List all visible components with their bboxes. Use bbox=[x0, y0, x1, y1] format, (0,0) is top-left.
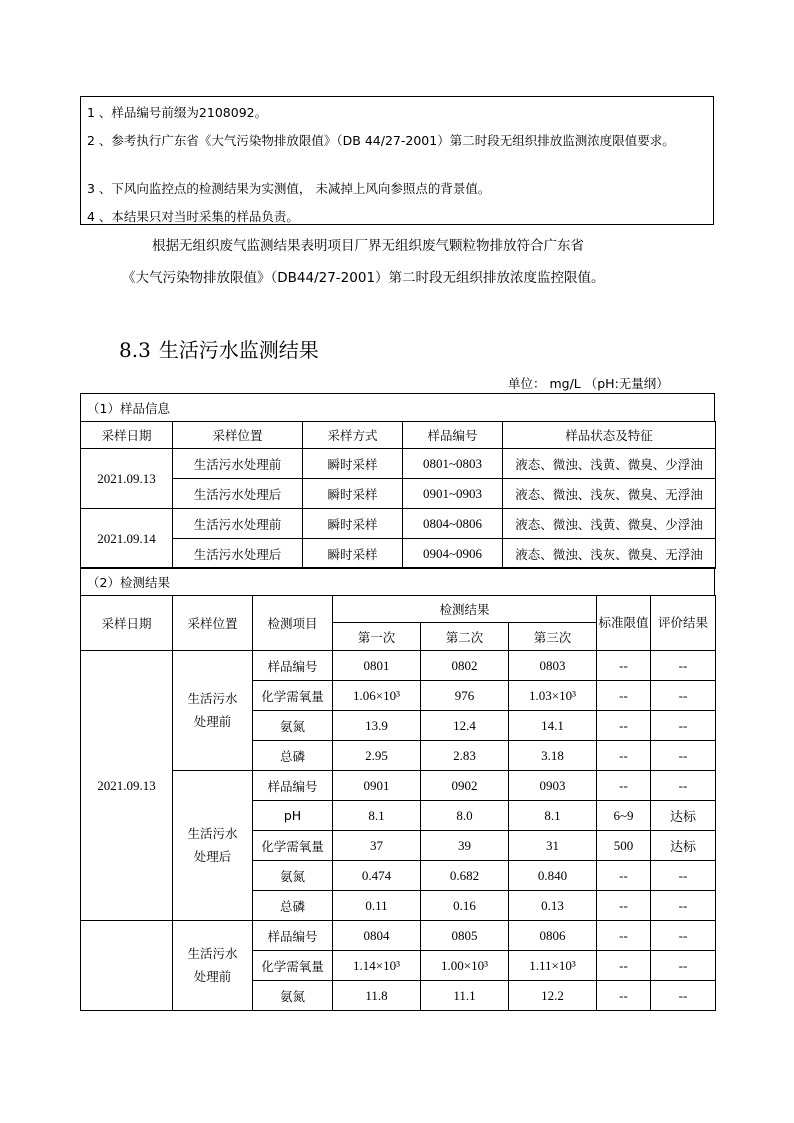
table-row bbox=[81, 479, 716, 509]
result-item: 样品编号 bbox=[253, 771, 333, 801]
result-evaluation: -- bbox=[651, 861, 716, 891]
result-evaluation: -- bbox=[651, 891, 716, 921]
result-item: 氨氮 bbox=[253, 981, 333, 1011]
results-header-row-1 bbox=[81, 596, 716, 623]
table-row bbox=[81, 539, 716, 569]
result-value-2: 2.83 bbox=[421, 741, 509, 771]
header-state: 样品状态及特征 bbox=[503, 422, 716, 449]
result-position: 生活污水处理后 bbox=[173, 771, 253, 921]
section-number: 8.3 bbox=[119, 338, 151, 362]
result-limit: -- bbox=[597, 651, 651, 681]
result-item: 总磷 bbox=[253, 891, 333, 921]
result-limit: -- bbox=[597, 891, 651, 921]
section-title: 生活污水监测结果 bbox=[158, 338, 319, 362]
result-date bbox=[81, 921, 173, 1011]
sample-position: 生活污水处理后 bbox=[173, 479, 303, 509]
header-method: 采样方式 bbox=[303, 422, 403, 449]
result-limit: -- bbox=[597, 921, 651, 951]
table-row bbox=[81, 651, 716, 681]
sample-method: 瞬时采样 bbox=[303, 479, 403, 509]
table-row bbox=[81, 449, 716, 479]
sample-info-table bbox=[80, 421, 716, 569]
result-value-1: 37 bbox=[333, 831, 421, 861]
sample-state: 液态、微浊、浅黄、微臭、少浮油 bbox=[503, 449, 716, 479]
result-value-3: 0803 bbox=[509, 651, 597, 681]
result-value-2: 8.0 bbox=[421, 801, 509, 831]
sample-info-title: （1）样品信息 bbox=[80, 393, 715, 422]
result-item: 化学需氧量 bbox=[253, 681, 333, 711]
result-item: pH bbox=[253, 801, 333, 831]
result-value-2: 1.00×10³ bbox=[421, 951, 509, 981]
result-position: 生活污水处理前 bbox=[173, 651, 253, 771]
note-1: 1 、样品编号前缀为2108092。 bbox=[87, 105, 268, 120]
sample-id: 0801~0803 bbox=[403, 449, 503, 479]
header-date: 采样日期 bbox=[81, 596, 173, 651]
result-limit: -- bbox=[597, 861, 651, 891]
result-item: 氨氮 bbox=[253, 861, 333, 891]
note-3: 3 、下风向监控点的检测结果为实测值， 未减掉上风向参照点的背景值。 bbox=[87, 181, 491, 196]
result-limit: -- bbox=[597, 771, 651, 801]
result-value-1: 0801 bbox=[333, 651, 421, 681]
header-limit: 标准限值 bbox=[597, 596, 651, 651]
result-limit: -- bbox=[597, 951, 651, 981]
result-value-3: 12.2 bbox=[509, 981, 597, 1011]
sample-position: 生活污水处理后 bbox=[173, 539, 303, 569]
result-evaluation: -- bbox=[651, 921, 716, 951]
result-value-3: 0806 bbox=[509, 921, 597, 951]
result-evaluation: -- bbox=[651, 711, 716, 741]
result-value-1: 0.474 bbox=[333, 861, 421, 891]
result-value-3: 0.13 bbox=[509, 891, 597, 921]
results-title: （2）检测结果 bbox=[80, 567, 715, 596]
result-position: 生活污水处理前 bbox=[173, 921, 253, 1011]
result-evaluation: -- bbox=[651, 981, 716, 1011]
sample-id: 0901~0903 bbox=[403, 479, 503, 509]
result-value-1: 11.8 bbox=[333, 981, 421, 1011]
sample-id: 0904~0906 bbox=[403, 539, 503, 569]
note-2: 2 、参考执行广东省《大气污染物排放限值》（DB 44/27-2001）第二时段无组织排放监测浓度限值要求。 bbox=[87, 133, 675, 148]
header-second: 第二次 bbox=[421, 623, 509, 651]
notes-box bbox=[80, 96, 714, 225]
sample-date: 2021.09.14 bbox=[81, 509, 173, 569]
result-evaluation: -- bbox=[651, 651, 716, 681]
result-value-2: 0.16 bbox=[421, 891, 509, 921]
result-value-1: 1.06×10³ bbox=[333, 681, 421, 711]
result-item: 化学需氧量 bbox=[253, 951, 333, 981]
result-evaluation: -- bbox=[651, 681, 716, 711]
result-evaluation: -- bbox=[651, 771, 716, 801]
result-value-2: 0902 bbox=[421, 771, 509, 801]
result-value-2: 0805 bbox=[421, 921, 509, 951]
result-limit: -- bbox=[597, 681, 651, 711]
header-position: 采样位置 bbox=[173, 596, 253, 651]
result-item: 总磷 bbox=[253, 741, 333, 771]
conclusion-line-2: 《大气污染物排放限值》（DB44/27-2001）第二时段无组织排放浓度监控限值。 bbox=[122, 270, 605, 286]
result-value-3: 1.03×10³ bbox=[509, 681, 597, 711]
result-evaluation: -- bbox=[651, 741, 716, 771]
result-item: 样品编号 bbox=[253, 921, 333, 951]
results-table bbox=[80, 595, 716, 1011]
result-value-1: 0804 bbox=[333, 921, 421, 951]
header-result: 检测结果 bbox=[333, 596, 597, 623]
table-row bbox=[81, 921, 716, 951]
result-value-3: 14.1 bbox=[509, 711, 597, 741]
header-position: 采样位置 bbox=[173, 422, 303, 449]
result-value-3: 3.18 bbox=[509, 741, 597, 771]
result-value-3: 1.11×10³ bbox=[509, 951, 597, 981]
result-item: 化学需氧量 bbox=[253, 831, 333, 861]
header-sample-id: 样品编号 bbox=[403, 422, 503, 449]
result-limit: 500 bbox=[597, 831, 651, 861]
header-evaluation: 评价结果 bbox=[651, 596, 716, 651]
result-value-1: 8.1 bbox=[333, 801, 421, 831]
header-date: 采样日期 bbox=[81, 422, 173, 449]
result-value-1: 0901 bbox=[333, 771, 421, 801]
table-row bbox=[81, 509, 716, 539]
sample-state: 液态、微浊、浅黄、微臭、少浮油 bbox=[503, 509, 716, 539]
result-value-2: 0802 bbox=[421, 651, 509, 681]
sample-position: 生活污水处理前 bbox=[173, 449, 303, 479]
result-value-3: 31 bbox=[509, 831, 597, 861]
result-limit: -- bbox=[597, 741, 651, 771]
result-value-3: 0.840 bbox=[509, 861, 597, 891]
result-limit: -- bbox=[597, 981, 651, 1011]
result-value-1: 13.9 bbox=[333, 711, 421, 741]
result-item: 氨氮 bbox=[253, 711, 333, 741]
result-item: 样品编号 bbox=[253, 651, 333, 681]
result-limit: -- bbox=[597, 711, 651, 741]
table-row bbox=[81, 771, 716, 801]
result-limit: 6~9 bbox=[597, 801, 651, 831]
result-value-2: 976 bbox=[421, 681, 509, 711]
header-first: 第一次 bbox=[333, 623, 421, 651]
result-value-3: 0903 bbox=[509, 771, 597, 801]
result-evaluation: -- bbox=[651, 951, 716, 981]
sample-method: 瞬时采样 bbox=[303, 539, 403, 569]
sample-id: 0804~0806 bbox=[403, 509, 503, 539]
result-value-2: 12.4 bbox=[421, 711, 509, 741]
sample-method: 瞬时采样 bbox=[303, 449, 403, 479]
result-evaluation: 达标 bbox=[651, 801, 716, 831]
result-date: 2021.09.13 bbox=[81, 651, 173, 921]
result-value-1: 2.95 bbox=[333, 741, 421, 771]
sample-method: 瞬时采样 bbox=[303, 509, 403, 539]
conclusion-line-1: 根据无组织废气监测结果表明项目厂界无组织废气颗粒物排放符合广东省 bbox=[152, 238, 584, 254]
result-value-2: 0.682 bbox=[421, 861, 509, 891]
result-value-2: 11.1 bbox=[421, 981, 509, 1011]
sample-info-header-row bbox=[81, 422, 716, 449]
note-4: 4 、本结果只对当时采集的样品负责。 bbox=[87, 209, 299, 224]
sample-state: 液态、微浊、浅灰、微臭、无浮油 bbox=[503, 539, 716, 569]
result-value-3: 8.1 bbox=[509, 801, 597, 831]
result-value-1: 1.14×10³ bbox=[333, 951, 421, 981]
unit-note: 单位： mg/L （pH:无量纲） bbox=[508, 376, 669, 391]
results-body bbox=[81, 651, 716, 1011]
sample-date: 2021.09.13 bbox=[81, 449, 173, 509]
sample-position: 生活污水处理前 bbox=[173, 509, 303, 539]
result-value-1: 0.11 bbox=[333, 891, 421, 921]
section-heading bbox=[119, 334, 319, 363]
header-item: 检测项目 bbox=[253, 596, 333, 651]
result-evaluation: 达标 bbox=[651, 831, 716, 861]
result-value-2: 39 bbox=[421, 831, 509, 861]
sample-state: 液态、微浊、浅灰、微臭、无浮油 bbox=[503, 479, 716, 509]
header-third: 第三次 bbox=[509, 623, 597, 651]
